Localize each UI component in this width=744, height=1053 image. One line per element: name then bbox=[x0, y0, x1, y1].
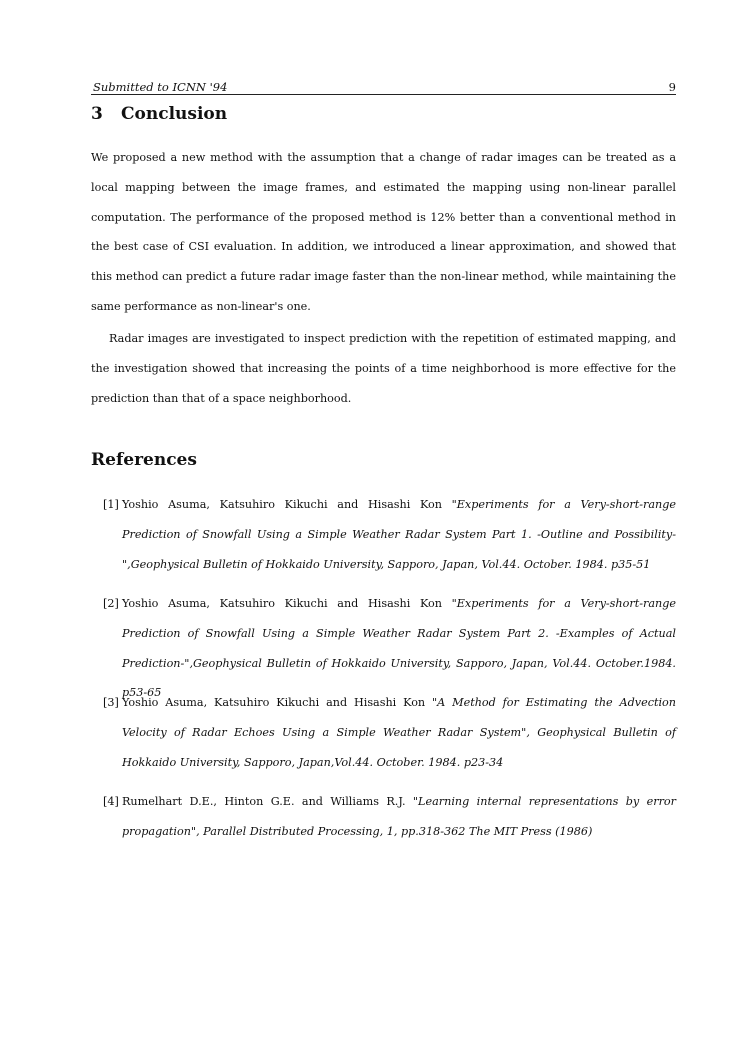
references-heading: References bbox=[91, 450, 197, 470]
reference-authors: Yoshio Asuma, Katsuhiro Kikuchi and Hisashi Kon bbox=[122, 498, 452, 511]
running-header bbox=[91, 80, 676, 95]
page-number: 9 bbox=[668, 80, 676, 94]
reference-item bbox=[91, 490, 676, 579]
reference-item bbox=[91, 787, 676, 847]
conclusion-paragraph-2: Radar images are investigated to inspect prediction with the repetition of estimated mapping, and the investigation showed that increasing the points of a time neighborhood is more effective for the prediction than that of a space neighborhood. bbox=[91, 332, 676, 405]
reference-index: [2] bbox=[103, 597, 119, 610]
reference-item bbox=[91, 688, 676, 777]
section-title: Conclusion bbox=[121, 104, 228, 124]
reference-authors: Rumelhart D.E., Hinton G.E. and Williams R.J. bbox=[122, 795, 413, 808]
reference-index: [1] bbox=[103, 498, 119, 511]
section-heading bbox=[91, 104, 227, 124]
reference-index: [3] bbox=[103, 696, 119, 709]
reference-authors: Yoshio Asuma, Katsuhiro Kikuchi and Hisashi Kon bbox=[122, 696, 433, 709]
section-number: 3 bbox=[91, 104, 103, 124]
reference-citation: "A Method for Estimating the Advection Velocity of Radar Echoes Using a Simple Weather Radar System", Geophysical Bulletin of Hokkaido University, Sapporo, Japan,Vol.44. October. 1984. p23-34 bbox=[122, 696, 676, 769]
header-venue: Submitted to ICNN '94 bbox=[93, 80, 228, 94]
reference-index: [4] bbox=[103, 795, 119, 808]
reference-citation: "Learning internal representations by error propagation", Parallel Distributed Processing, 1, pp.318-362 The MIT Press (1986) bbox=[122, 795, 676, 838]
reference-citation: "Experiments for a Very-short-range Prediction of Snowfall Using a Simple Weather Radar System Part 1. -Outline and Possibility-",Geophysical Bulletin of Hokkaido University, Sapporo, Japan, Vol.44. October. 1984. p35-51 bbox=[122, 498, 676, 571]
reference-citation: "Experiments for a Very-short-range Prediction of Snowfall Using a Simple Weather Radar System Part 2. -Examples of Actual Prediction-",Geophysical Bulletin of Hokkaido University, Sapporo, Japan, Vol.44. October.1984. p53-65 bbox=[122, 597, 676, 700]
reference-authors: Yoshio Asuma, Katsuhiro Kikuchi and Hisashi Kon bbox=[122, 597, 452, 610]
conclusion-paragraph-1: We proposed a new method with the assumption that a change of radar images can be treated as a local mapping between the image frames, and estimated the mapping using non-linear parallel computation. The performance of the proposed method is 12% better than a conventional method in the best case of CSI evaluation. In addition, we introduced a linear approximation, and showed that this method can predict a future radar image faster than the non-linear method, while maintaining the same performance as non-linear's one. bbox=[91, 151, 676, 313]
